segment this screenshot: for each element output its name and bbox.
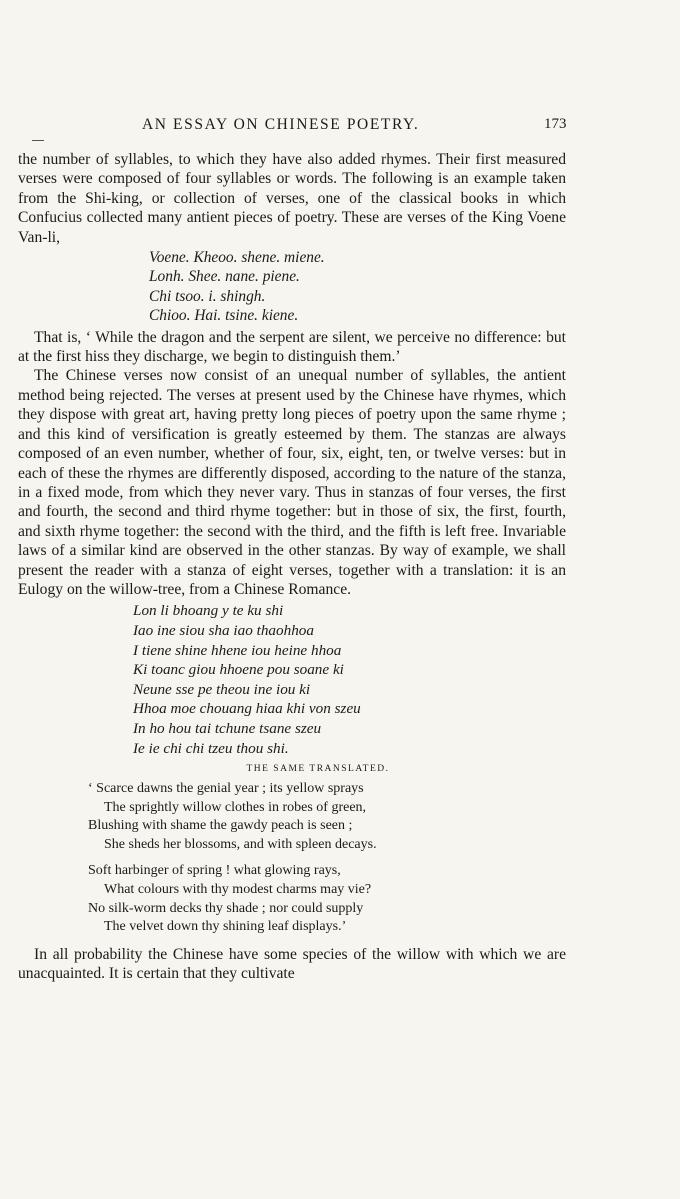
paragraph-1: the number of syllables, to which they have also added rhymes. Their first measured verses were composed of four syllables or words. The following is an example taken from the Shi-king, or collection of verses, one of the classical books in which Confucius collected many antient pieces of poetry. These are verses of the King Voene Van-li, (18, 151, 566, 246)
verse-line: Ki toanc giou hhoene pou soane ki (133, 661, 344, 679)
translation-line: ‘ Scarce dawns the genial year ; its yellow sprays (88, 781, 364, 797)
paragraph-2: That is, ‘ While the dragon and the serpent are silent, we perceive no difference: but at the first hiss they discharge, we begin to distinguish them.’ (18, 328, 566, 366)
header-rule (32, 140, 44, 141)
translation-line: The sprightly willow clothes in robes of green, (104, 799, 367, 815)
verse-line: Lonh. Shee. nane. piene. (149, 268, 300, 286)
translation-line: Blushing with shame the gawdy peach is seen ; (88, 818, 353, 834)
paragraph-4: In all probability the Chinese have some species of the willow with which we are unacquainted. It is certain that they cultivate (18, 945, 566, 983)
verse-line: Chi tsoo. i. shingh. (149, 287, 266, 305)
translation-heading: THE SAME TRANSLATED. (246, 764, 390, 775)
running-header (0, 116, 680, 136)
verse-line: I tiene shine hhene iou heine hhoa (133, 641, 342, 659)
verse-line: In ho hou tai tchune tsane szeu (133, 719, 322, 737)
verse-line: Neune sse pe theou ine iou ki (133, 680, 311, 698)
verse-line: Iao ine siou sha iao thaohhoa (133, 621, 314, 639)
translation-line: She sheds her blossoms, and with spleen decays. (104, 836, 377, 852)
verse-line: Chioo. Hai. tsine. kiene. (149, 307, 299, 325)
chinese-verse-2 (133, 601, 566, 758)
verse-line: Ie ie chi chi tzeu thou shi. (133, 739, 289, 757)
running-title: AN ESSAY ON CHINESE POETRY. (142, 116, 420, 133)
translation-line: What colours with thy modest charms may vie? (104, 882, 372, 898)
page-body (18, 150, 566, 984)
verse-line: Lon li bhoang y te ku shi (133, 602, 284, 620)
chinese-verse-1 (149, 248, 566, 326)
paragraph-3: The Chinese verses now consist of an unequal number of syllables, the antient method being rejected. The verses at present used by the Chinese have rhymes, which they dispose with great art, having pretty long pieces of poetry upon the same rhyme ; and this kind of versification is greatly esteemed by them. The stanzas are always composed of an even number, whether of four, six, eight, ten, or twelve verses: but in each of these the rhymes are differently disposed, according to the nature of the stanza, in a fixed mode, from which they never vary. Thus in stanzas of four verses, the first and fourth, the second and third rhyme together: but in those of six, the first, fourth, and sixth rhyme together: the second with the third, and the fifth is left free. Invariable laws of a similar kind are observed in the other stanzas. By way of example, we shall present the reader with a stanza of eight verses, together with a translation: it is an Eulogy on the willow-tree, from a Chinese Romance. (18, 367, 566, 598)
page-number: 173 (544, 116, 567, 132)
translation-line: The velvet down thy shining leaf displays.’ (104, 919, 347, 935)
translation-line: No silk-worm decks thy shade ; nor could supply (88, 900, 364, 916)
verse-line: Voene. Kheoo. shene. miene. (149, 249, 325, 267)
translation-line: Soft harbinger of spring ! what glowing rays, (88, 863, 341, 879)
english-translation (88, 780, 566, 937)
verse-line: Hhoa moe chouang hiaa khi von szeu (133, 700, 361, 718)
